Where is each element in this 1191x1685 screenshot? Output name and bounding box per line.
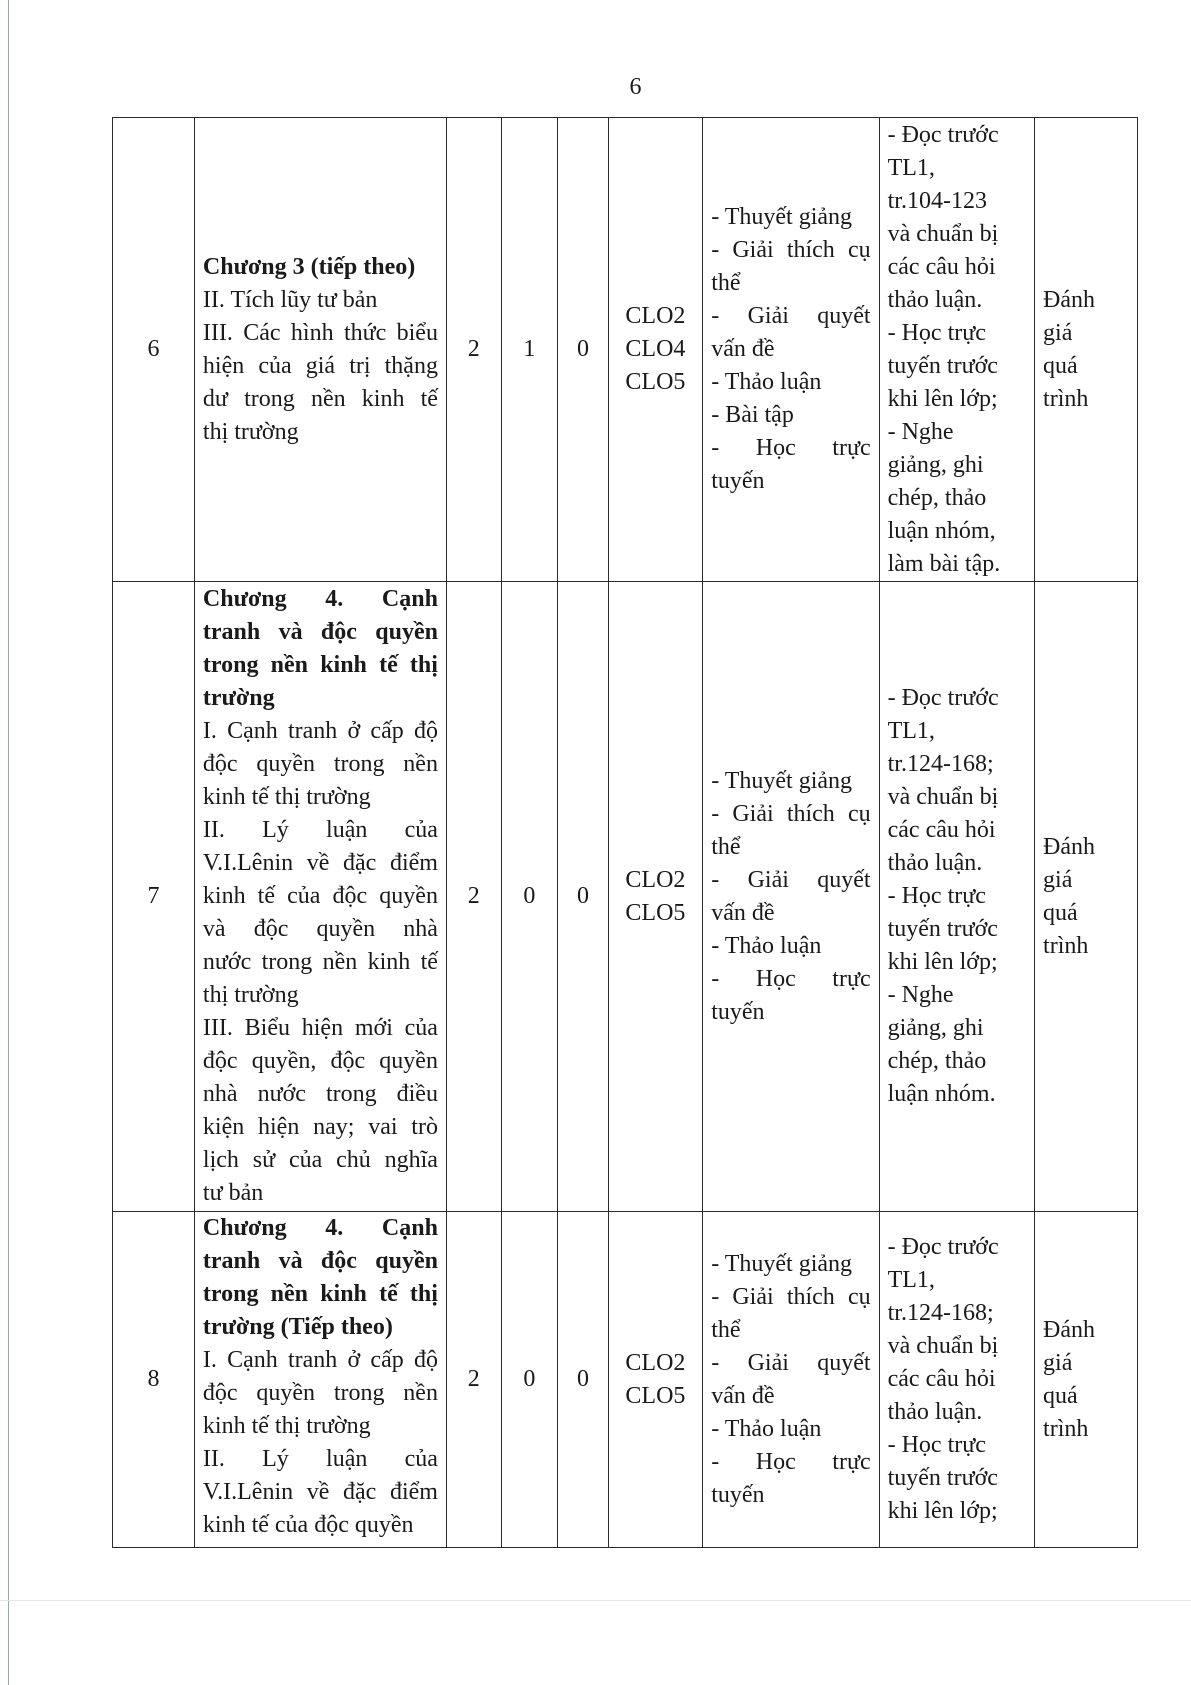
teaching-methods: - Thuyết giảng - Giải thích cụ thể - Giải quyết vấn đề - Thảo luận - Học trực tuyến xyxy=(703,1212,879,1548)
table-row xyxy=(113,582,1138,1212)
practice-hours: 0 xyxy=(558,582,608,1212)
clo-cell: CLO2 CLO5 xyxy=(608,582,703,1212)
content-cell: Chương 3 (tiếp theo) II. Tích lũy tư bản III. Các hình thức biểu hiện của giá trị thặng dư trong nền kinh tế thị trường xyxy=(194,118,446,582)
page-number: 6 xyxy=(629,74,642,100)
week-number: 7 xyxy=(113,582,195,1212)
practice-hours: 0 xyxy=(558,118,608,582)
student-preparation: - Đọc trước TL1, tr.124-168; và chuẩn bị các câu hỏi thảo luận. - Học trực tuyến trước khi lên lớp; xyxy=(879,1212,1034,1548)
teaching-methods: - Thuyết giảng - Giải thích cụ thể - Giải quyết vấn đề - Thảo luận - Bài tập - Học trực tuyến xyxy=(703,118,879,582)
student-preparation: - Đọc trước TL1, tr.124-168; và chuẩn bị các câu hỏi thảo luận. - Học trực tuyến trước khi lên lớp; - Nghe giảng, ghi chép, thảo luận nhóm. xyxy=(879,582,1034,1212)
teaching-methods: - Thuyết giảng - Giải thích cụ thể - Giải quyết vấn đề - Thảo luận - Học trực tuyến xyxy=(703,582,879,1212)
assessment-cell: Đánh giá quá trình xyxy=(1035,1212,1138,1548)
clo-cell: CLO2 CLO5 xyxy=(608,1212,703,1548)
student-preparation: - Đọc trước TL1, tr.104-123 và chuẩn bị các câu hỏi thảo luận. - Học trực tuyến trước khi lên lớp; - Nghe giảng, ghi chép, thảo luận nhóm, làm bài tập. xyxy=(879,118,1034,582)
page-margin-rule xyxy=(8,0,9,1685)
chapter-title: Chương 4. Cạnh xyxy=(202,586,438,612)
practice-hours: 0 xyxy=(558,1212,608,1548)
exercise-hours: 1 xyxy=(501,118,558,582)
page-bottom-rule xyxy=(0,1600,1191,1601)
table-row xyxy=(113,118,1138,582)
week-number: 6 xyxy=(113,118,195,582)
content-cell: Chương 4. Cạnh tranh và độc quyền trong nền kinh tế thị trường (Tiếp theo) I. Cạnh tranh ở cấp độ độc quyền trong nền kinh tế thị trường II. Lý luận của V.I.Lênin về đặc điểm kinh tế của độc quyền xyxy=(194,1212,446,1548)
chapter-title: Chương 4. Cạnh xyxy=(202,1215,438,1241)
assessment-cell: Đánh giá quá trình xyxy=(1035,582,1138,1212)
table-row xyxy=(113,1212,1138,1548)
theory-hours: 2 xyxy=(446,1212,501,1548)
syllabus-table xyxy=(112,117,1138,1548)
exercise-hours: 0 xyxy=(501,582,558,1212)
content-cell: Chương 4. Cạnh tranh và độc quyền trong nền kinh tế thị trường I. Cạnh tranh ở cấp độ độc quyền trong nền kinh tế thị trường II. Lý luận của V.I.Lênin về đặc điểm kinh tế của độc quyền và độc quyền nhà nước trong nền kinh tế thị trường III. Biểu hiện mới của độc quyền, độc quyền nhà nước trong điều kiện hiện nay; vai trò lịch sử của chủ nghĩa tư bản xyxy=(194,582,446,1212)
exercise-hours: 0 xyxy=(501,1212,558,1548)
week-number: 8 xyxy=(113,1212,195,1548)
chapter-title: Chương 3 (tiếp theo) xyxy=(202,253,416,280)
assessment-cell: Đánh giá quá trình xyxy=(1035,118,1138,582)
theory-hours: 2 xyxy=(446,118,501,582)
theory-hours: 2 xyxy=(446,582,501,1212)
clo-cell: CLO2 CLO4 CLO5 xyxy=(608,118,703,582)
